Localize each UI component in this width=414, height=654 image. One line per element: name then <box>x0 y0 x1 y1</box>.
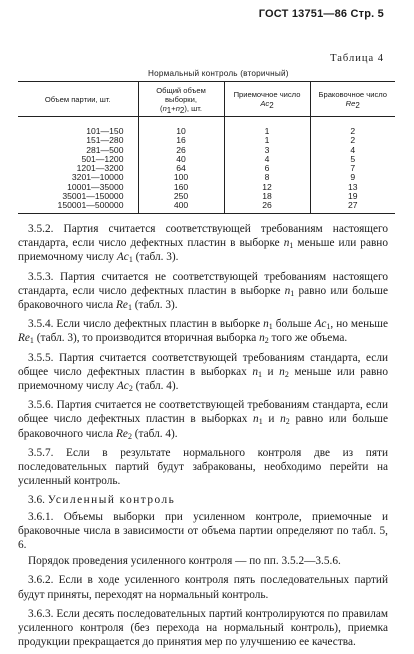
cell-sample-size: 40 <box>138 155 224 164</box>
cell-reject-number: 4 <box>310 146 395 155</box>
cell-accept-number: 1 <box>224 117 310 137</box>
cell-lot-size: 35001—150000 <box>62 191 124 202</box>
cell-accept-number: 4 <box>224 155 310 164</box>
cell-accept-number: 12 <box>224 183 310 192</box>
paragraph-3-5-5: 3.5.5. Партия считается соответствующей требованиям стандарта, если общее число дефектных пластин в выборках $n_1$ и $n_2$ меньше или равно приемочному числу $Ac_2$ (табл. 4). <box>18 351 388 394</box>
cell-sample-size: 250 <box>138 192 224 201</box>
table-row <box>18 201 395 213</box>
cell-sample-size: 16 <box>138 136 224 145</box>
cell-sample-size: 400 <box>138 201 224 213</box>
cell-reject-number: 9 <box>310 173 395 182</box>
cell-lot-size: 101—150 <box>86 126 124 136</box>
paragraph-3-6-1-order: Порядок проведения усиленного контроля — по пп. 3.5.2—3.5.6. <box>28 555 341 568</box>
table-body <box>18 117 395 214</box>
col-header-lot-size: Объем партии, шт. <box>18 82 138 117</box>
paragraph-3-6-3: 3.6.3. Если десять последовательных партий контролируются по правилам усиленного контроля (без перехода на нормальный контроль), приемка продукции прекращается до принятия мер по улучшению ее качества. <box>18 607 388 649</box>
cell-accept-number: 8 <box>224 173 310 182</box>
cell-lot-size: 150001—500000 <box>18 201 138 213</box>
page-header: ГОСТ 13751—86 Стр. 5 <box>258 8 384 20</box>
paragraph-3-5-4: 3.5.4. Если число дефектных пластин в выборке $n_1$ больше $Ac_1$, но меньше $Re_1$ (табл. 3), то производится вторичная выборка $n_2$ того же объема. <box>18 318 388 346</box>
paragraph-3-5-6: 3.5.6. Партия считается не соответствующей требованиям стандарта, если общее число дефектных пластин в выборках $n_1$ и $n_2$ равно или больше браковочного числа $Re_2$ (табл. 4). <box>18 399 388 441</box>
paragraph-3-6-2: 3.6.2. Если в ходе усиленного контроля пять последовательных партий будут приняты, переходят на нормальный контроль. <box>18 574 388 601</box>
paragraph-3-5-2: 3.5.2. Партия считается соответствующей требованиям настоящего стандарта, если число дефектных пластин в выборке $n_1$ меньше или равно приемочному числу $Ac_1$ (табл. 3). <box>18 223 389 265</box>
sampling-table <box>18 81 395 214</box>
cell-reject-number: 2 <box>310 136 395 145</box>
cell-lot-size: 1201—3200 <box>76 163 124 174</box>
table-row <box>18 146 395 155</box>
table-row <box>18 155 395 164</box>
cell-accept-number: 1 <box>224 136 310 145</box>
table-caption: Таблица 4 <box>330 53 384 64</box>
cell-sample-size: 10 <box>138 117 224 137</box>
cell-accept-number: 6 <box>224 164 310 173</box>
col-header-sample-size: Общий объем выборки, $(n_1+n_2)$, шт. <box>138 82 224 117</box>
cell-reject-number: 7 <box>310 164 395 173</box>
cell-lot-size: 3201—10000 <box>71 172 124 183</box>
paragraph-3-5-3: 3.5.3. Партия считается не соответствующей требованиям настоящего стандарта, если число дефектных пластин в выборке $n_1$ равно или больше браковочного числа $Re_1$ (табл. 3). <box>18 270 388 313</box>
cell-lot-size: 281—500 <box>86 144 124 155</box>
col-header-accept-number: Приемочное число $Ac_2$ <box>224 82 310 117</box>
cell-accept-number: 18 <box>224 192 310 201</box>
cell-reject-number: 13 <box>310 183 395 192</box>
cell-lot-size: 151—280 <box>86 135 124 146</box>
col-header-reject-number: Браковочное число $Re_2$ <box>310 82 395 117</box>
cell-reject-number: 5 <box>310 155 395 164</box>
paragraph-3-5-7: 3.5.7. Если в результате нормального контроля две из пяти последовательных партий будут забракованы, необходимо перейти на усиленный контроль. <box>18 446 388 488</box>
table-row <box>18 117 395 137</box>
cell-reject-number: 27 <box>310 201 395 213</box>
cell-sample-size: 64 <box>138 164 224 173</box>
section-3-6-heading: 3.6. Усиленный контроль <box>28 494 176 507</box>
cell-lot-size: 501—1200 <box>81 153 124 164</box>
cell-accept-number: 26 <box>224 201 310 213</box>
cell-lot-size: 10001—35000 <box>67 181 124 192</box>
body-text <box>18 222 388 654</box>
cell-reject-number: 2 <box>310 117 395 137</box>
cell-sample-size: 26 <box>138 146 224 155</box>
cell-accept-number: 3 <box>224 146 310 155</box>
cell-sample-size: 100 <box>138 173 224 182</box>
cell-reject-number: 19 <box>310 192 395 201</box>
table-row <box>18 136 395 145</box>
table-header-row <box>18 82 395 117</box>
paragraph-3-6-1: 3.6.1. Объемы выборки при усиленном контроле, приемочные и браковочные числа в зависимости от объема партии определяют по табл. 5, 6. <box>18 510 388 552</box>
cell-sample-size: 160 <box>138 183 224 192</box>
table-title: Нормальный контроль (вторичный) <box>148 69 289 78</box>
